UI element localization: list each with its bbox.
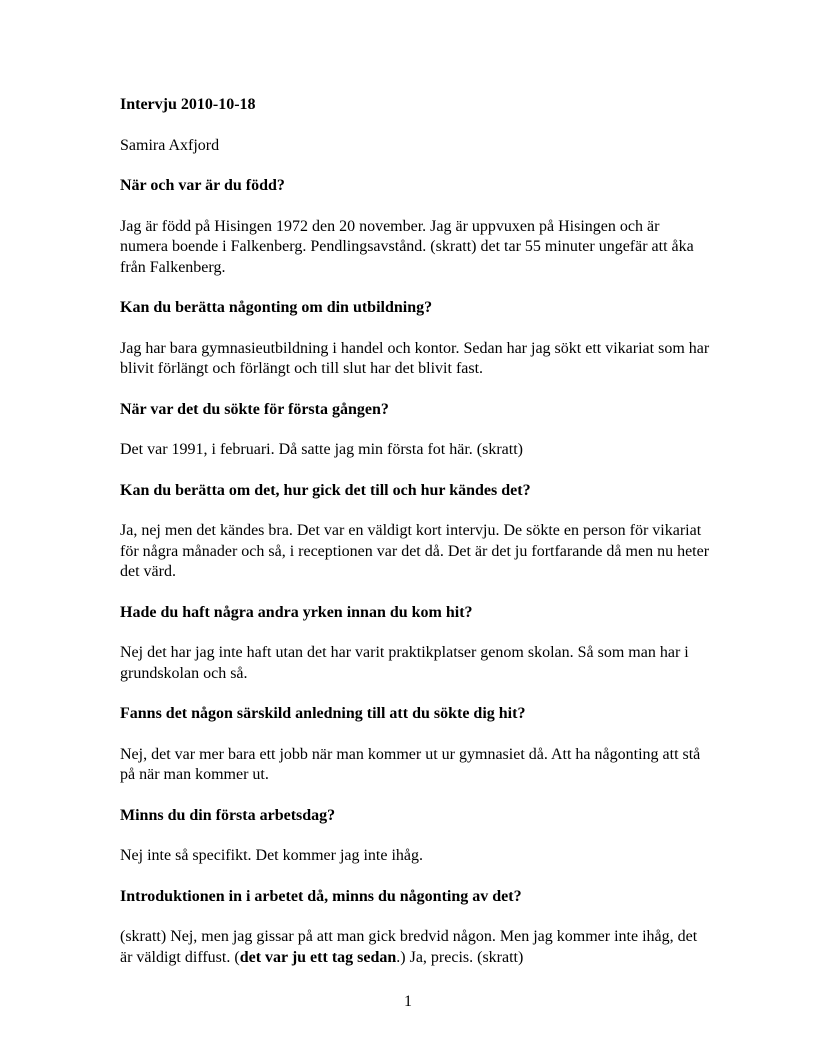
question: Introduktionen in i arbetet då, minns du någonting av det? (120, 887, 522, 905)
interviewer-remark: det var ju ett tag sedan (239, 948, 397, 966)
answer: Det var 1991, i februari. Då satte jag min första fot här. (skratt) (120, 441, 523, 458)
answer: Nej det har jag inte haft utan det har varit praktikplatser genom skolan. Så som man har i grundskolan och så. (120, 644, 689, 682)
question: Kan du berätta om det, hur gick det till och hur kändes det? (120, 481, 531, 499)
answer: Jag är född på Hisingen 1972 den 20 november. Jag är uppvuxen på Hisingen och är numera boende i Falkenberg. Pendlingsavstånd. (skratt) det tar 55 minuter ungefär att åka från Falkenberg. (120, 217, 694, 276)
interviewee-name: Samira Axfjord (120, 136, 220, 154)
page-number: 1 (404, 993, 412, 1010)
answer (120, 927, 710, 968)
question: Kan du berätta någonting om din utbildning? (120, 299, 433, 316)
document-body (120, 95, 710, 988)
question: Fanns det någon särskild anledning till att du sökte dig hit? (120, 705, 526, 722)
answer: Jag har bara gymnasieutbildning i handel och kontor. Sedan har jag sökt ett vikariat som har blivit förlängt och förlängt och till slut har det blivit fast. (120, 339, 710, 377)
answer: Nej, det var mer bara ett jobb när man kommer ut ur gymnasiet då. Att ha någonting att stå på när man kommer ut. (120, 745, 701, 783)
question: När var det du sökte för första gången? (120, 400, 389, 418)
answer: Ja, nej men det kändes bra. Det var en väldigt kort intervju. De sökte en person för vikariat för några månader och så, i receptionen var det då. Det är det ju fortfarande då men nu heter det värd. (120, 522, 710, 580)
question: När och var är du född? (120, 177, 285, 194)
answer-text: .) Ja, precis. (skratt) (396, 948, 524, 966)
document-title: Intervju 2010-10-18 (120, 96, 256, 113)
question: Hade du haft några andra yrken innan du kom hit? (120, 603, 473, 621)
answer-text: (skratt) Nej, men jag gissar på att man gick bredvid någon. Men jag kommer inte ihåg, det är väldigt diffust. ( (120, 928, 698, 966)
question: Minns du din första arbetsdag? (120, 806, 336, 824)
answer: Nej inte så specifikt. Det kommer jag inte ihåg. (120, 847, 424, 864)
